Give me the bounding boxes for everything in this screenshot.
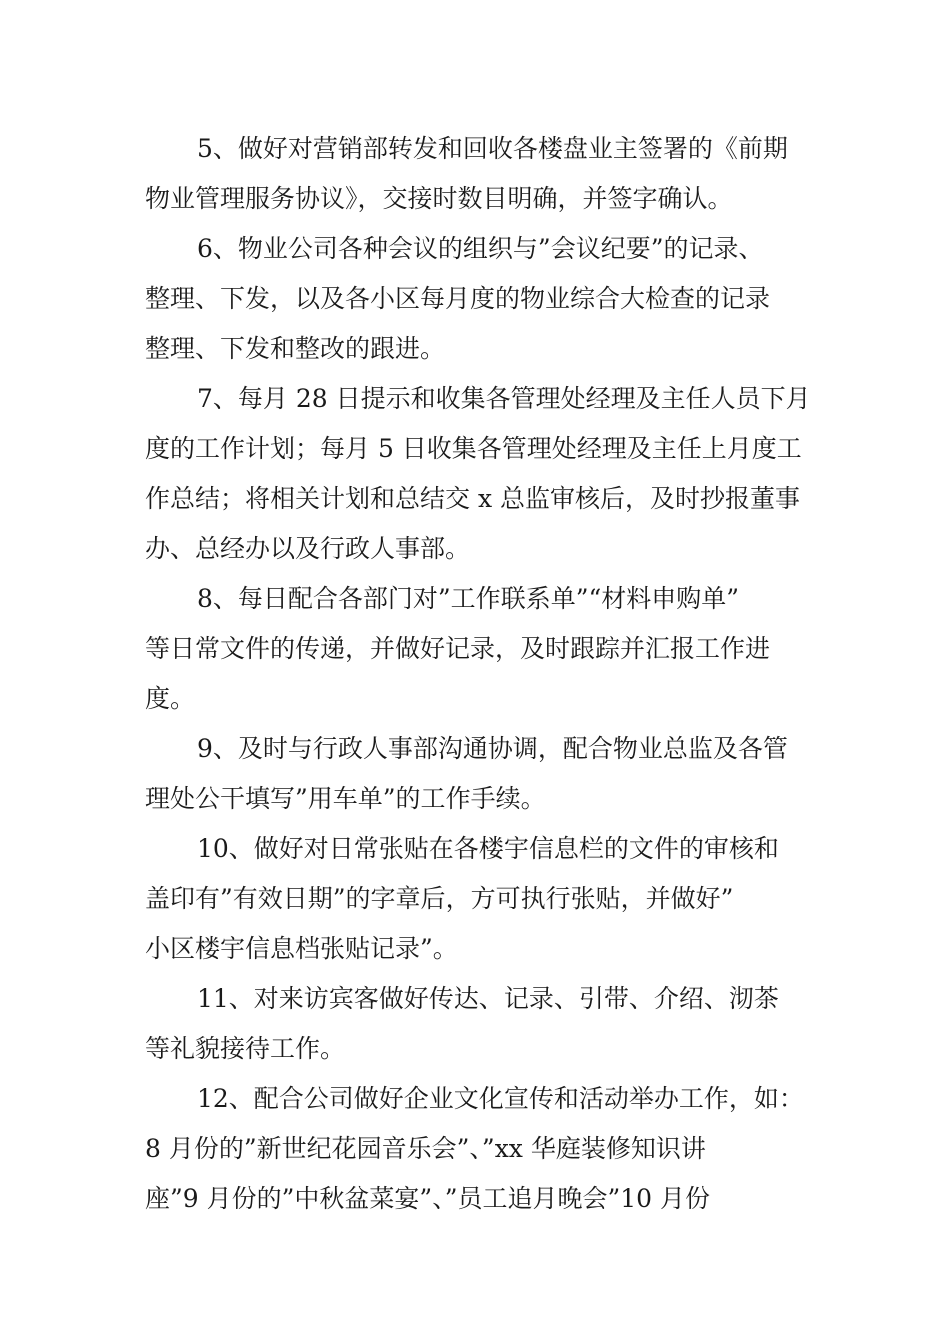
paragraph-item-5	[145, 124, 810, 224]
paragraph-line: 7、每月 28 日提示和收集各管理处经理及主任人员下月	[197, 384, 811, 413]
paragraph-item-6	[145, 224, 810, 374]
paragraph-line: 整理、下发，以及各小区每月度的物业综合大检查的记录	[145, 284, 771, 313]
paragraph-line: 5、做好对营销部转发和回收各楼盘业主签署的《前期	[197, 134, 788, 163]
paragraph-line: 盖印有”有效日期”的字章后，方可执行张贴，并做好”	[145, 884, 734, 913]
paragraph-item-8	[145, 574, 810, 724]
document-body	[145, 124, 810, 1224]
paragraph-line: 度。	[145, 684, 196, 713]
paragraph-line: 办、总经办以及行政人事部。	[145, 534, 471, 563]
paragraph-line: 作总结；将相关计划和总结交 x 总监审核后，及时抄报董事	[145, 484, 800, 513]
paragraph-line: 8 月份的”新世纪花园音乐会”、”xx 华庭装修知识讲	[145, 1134, 706, 1163]
paragraph-item-12	[145, 1074, 810, 1224]
paragraph-item-11	[145, 974, 810, 1074]
paragraph-line: 物业管理服务协议》，交接时数目明确，并签字确认。	[145, 184, 733, 213]
paragraph-line: 11、对来访宾客做好传达、记录、引带、介绍、沏茶	[197, 984, 779, 1013]
paragraph-line: 座”9 月份的”中秋盆菜宴”、”员工追月晚会”10 月份	[145, 1184, 711, 1213]
paragraph-line: 度的工作计划；每月 5 日收集各管理处经理及主任上月度工	[145, 434, 802, 463]
paragraph-line: 12、配合公司做好企业文化宣传和活动举办工作，如：	[197, 1084, 804, 1113]
paragraph-line: 10、做好对日常张贴在各楼宇信息栏的文件的审核和	[197, 834, 779, 863]
paragraph-line: 小区楼宇信息档张贴记录”。	[145, 934, 458, 963]
paragraph-item-7	[145, 374, 810, 574]
paragraph-line: 等日常文件的传递，并做好记录，及时跟踪并汇报工作进	[145, 634, 771, 663]
paragraph-line: 等礼貌接待工作。	[145, 1034, 346, 1063]
paragraph-item-10	[145, 824, 810, 974]
paragraph-line: 8、每日配合各部门对”工作联系单”“材料申购单”	[197, 584, 740, 613]
paragraph-line: 理处公干填写”用车单”的工作手续。	[145, 784, 546, 813]
paragraph-line: 整理、下发和整改的跟进。	[145, 334, 446, 363]
paragraph-line: 6、物业公司各种会议的组织与”会议纪要”的记录、	[197, 234, 764, 263]
paragraph-line: 9、及时与行政人事部沟通协调，配合物业总监及各管	[197, 734, 788, 763]
paragraph-item-9	[145, 724, 810, 824]
